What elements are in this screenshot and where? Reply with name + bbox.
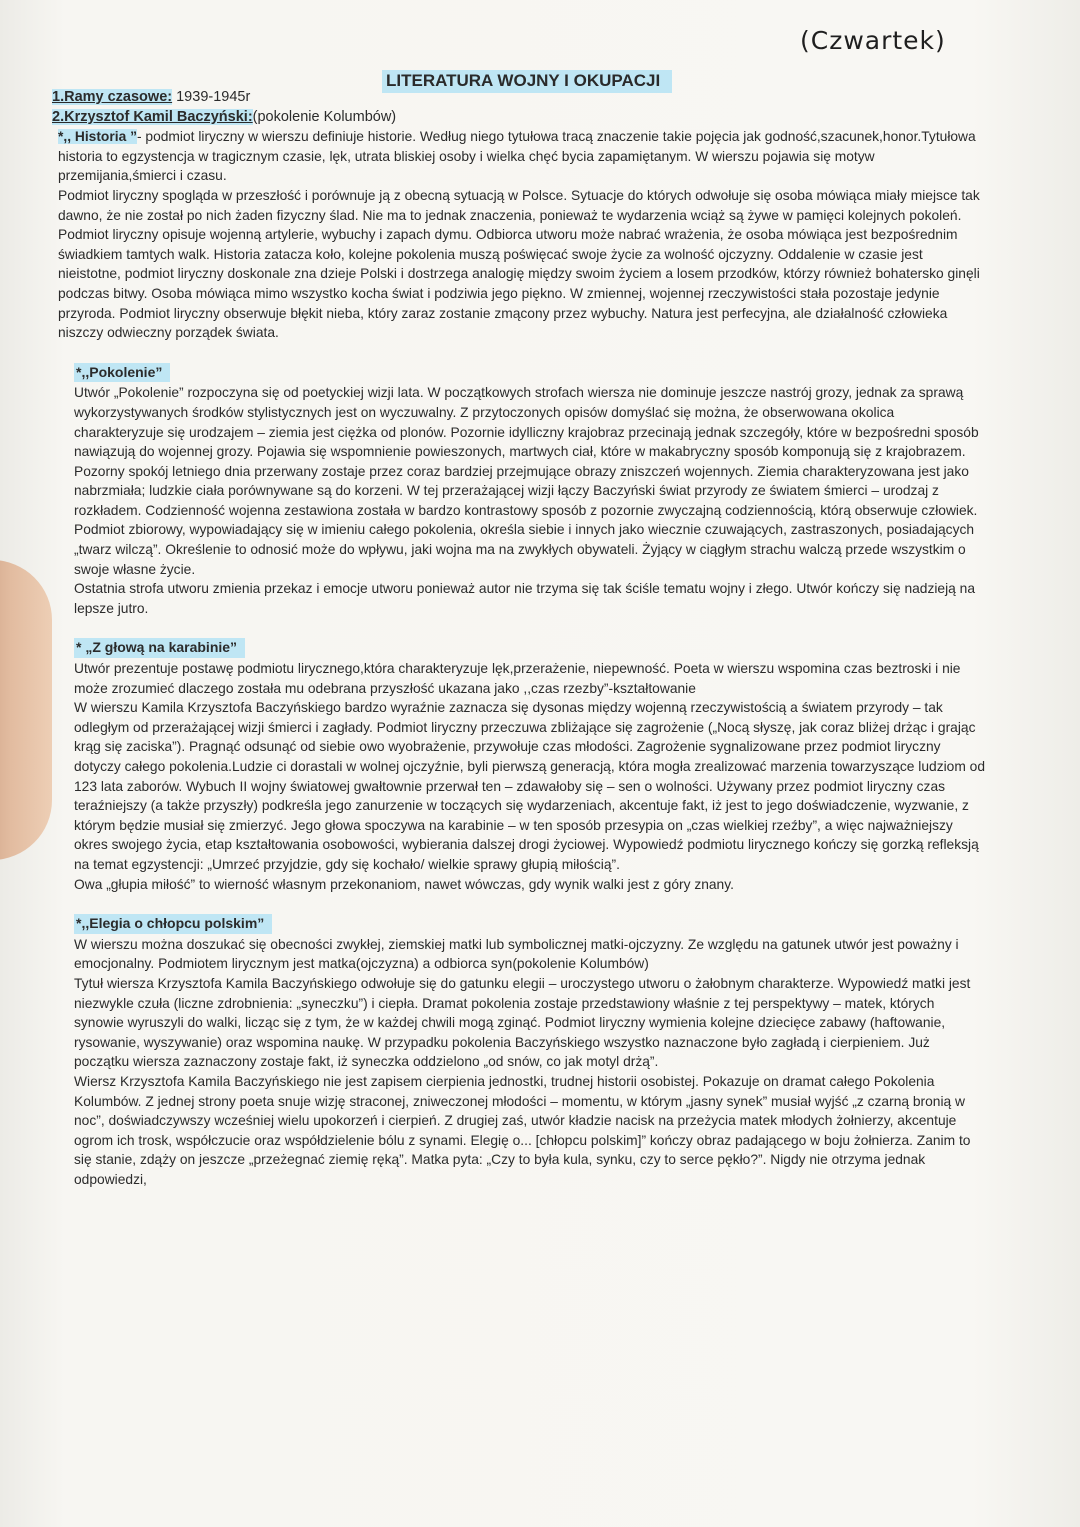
karabin-paragraph-3: Owa „głupia miłość” to wierność własnym przekonaniom, nawet wówczas, gdy wynik walki jest z góry znany. bbox=[74, 876, 734, 892]
historia-title: *,, Historia ” bbox=[58, 129, 137, 145]
handwritten-note: (Czwartek) bbox=[800, 26, 946, 55]
author-value: (pokolenie Kolumbów) bbox=[252, 108, 397, 125]
karabin-title: * „Z głową na karabinie” bbox=[74, 638, 245, 658]
author-line bbox=[52, 108, 987, 128]
section-pokolenie bbox=[52, 363, 987, 619]
finger-shadow bbox=[0, 560, 52, 860]
historia-paragraph-2: Podmiot liryczny spogląda w przeszłość i porównuje ją z obecną sytuacją w Polsce. Sytuacje do których odwołuje się osoba mówiąca miały miejsce tak dawno, że nie został po nich żaden fizyczny ślad. Nie ma to jednak znaczenia, ponieważ te wydarzenia wciąż są żywe w pamięci kolejnych pokoleń. Podmiot liryczny opisuje wojenną artylerie, wybuchy i zapach dymu. Odbiorca utworu może nabrać wrażenia, że osoba mówiąca jest bezpośrednim świadkiem tamtych walk. Historia zatacza koło, kolejne pokolenia muszą poświęcać swoje życie za wolność ojczyzny. Oddalenie w czasie jest nieistotne, podmiot liryczny doskonale zna dzieje Polski i dostrzega analogię między swoim życiem a losem przodków, którzy również bohatersko ginęli podczas bitwy. Osoba mówiąca mimo wszystko kocha świat i podziwia jego piękno. W zmiennej, wojennej rzeczywistości stała pozostaje jedynie przyroda. Podmiot liryczny obserwuje błękit nieba, który zaraz zostanie zmącony przez wybuchy. Natura jest perfecyjna, ale działalność człowieka niszczy odwieczny porządek świata. bbox=[58, 187, 980, 341]
historia-paragraph-1: *,, Historia ”- podmiot liryczny w wierszu definiuje historie. Według niego tytułowa tracą znaczenie takie pojęcia jak godność,szacunek,honor.Tytułowa historia to egzystencja w tragicznym czasie, lęk, utrata bliskiej osoby i wielka chęć bycia zapamiętanym. W wierszu pojawia się motyw przemijania,śmierci i czasu. bbox=[58, 129, 976, 184]
document-title: LITERATURA WOJNY I OKUPACJI bbox=[382, 70, 672, 93]
elegia-paragraph-2: Tytuł wiersza Krzysztofa Kamila Baczyńskiego odwołuje się do gatunku elegii – uroczystego utworu o żałobnym charakterze. Wypowiedź matki jest niezwykle czuła (liczne zdrobnienia: „syneczku”) i ciepła. Dramat pokolenia zostaje przedstawiony właśnie z tej perspektywy – matek, których synowie wyruszyli do walki, licząc się z tym, że w każdej chwili mogą zginąć. Podmiot liryczny wymienia kolejne dziecięce zabawy (haftowanie, rysowanie, wyszywanie) oraz wspomina naukę. W przypadku pokolenia Baczyńskiego wszystko naznaczone było zagładą i cierpieniem. Już początku wiersza zaznaczony zostaje fakt, iż syneczka oddzielono „od snów, co jak motyl drżą”. bbox=[74, 975, 971, 1070]
elegia-paragraph-3: Wiersz Krzysztofa Kamila Baczyńskiego nie jest zapisem cierpienia jednostki, trudnej historii osobistej. Pokazuje on dramat całego Pokolenia Kolumbów. Z jednej strony poeta snuje wizję straconej, zniweczonej młodości – momentu, w którym „jasny synek” musiał wyjść „z czarną bronią w noc”, doświadczywszy wcześniej wielu upokorzeń i cierpień. Z drugiej zaś, utwór kładzie nacisk na przeżycia matek młodych żołnierzy, akcentuje ogrom ich trosk, współczucie oraz współdzielenie bólu z synami. Elegię o... [chłopcu polskim]” kończy obraz padającego w boju żołnierza. Zanim to się stanie, zdąży on jeszcze „przeżegnać ziemię ręką”. Matka pyta: „Czy to była kula, synku, czy to serce pękło?”. Nigdy nie otrzyma jednak odpowiedzi, bbox=[74, 1073, 971, 1187]
time-frame-label: 1.Ramy czasowe: bbox=[52, 89, 173, 105]
section-historia bbox=[52, 127, 987, 343]
section-karabin bbox=[52, 638, 987, 894]
elegia-title: *,,Elegia o chłopcu polskim” bbox=[74, 914, 272, 934]
time-frame-value: 1939-1945r bbox=[172, 89, 251, 105]
pokolenie-paragraph-2: Ostatnia strofa utworu zmienia przekaz i emocje utworu ponieważ autor nie trzyma się tak ściśle tematu wojny i złego. Utwór kończy się nadzieją na lepsze jutro. bbox=[74, 581, 976, 616]
karabin-paragraph-2: W wierszu Kamila Krzysztofa Baczyńskiego bardzo wyraźnie zaznacza się dysonas między wojenną rzeczywistością a światem przyrody – tak odległym od przerażającej wizji śmierci i zagłady. Podmiot liryczny przeczuwa zbliżające się zagrożenie („Nocą słyszę, jak coraz bliżej drżąc i grając krąg się zaciska”). Pragnąć odsunąć od siebie owo wyobrażenie, przywołuje czas młodości. Zagrożenie sygnalizowane przez podmiot liryczny dotyczy całego pokolenia.Ludzie ci dorastali w wolnej ojczyźnie, byli pierwszą generacją, która mogła zrealizować marzenia towarzyszące ludziom od 123 lata zaborów. Wybuch II wojny światowej gwałtownie przerwał ten – zdawałoby się – sen o wolności. Używany przez podmiot liryczny czas teraźniejszy (a także przyszły) podkreśla jego zanurzenie w toczących się wydarzeniach, akcentuje fakt, iż jest to jego doświadczenie, wyzwanie, z którym będzie musiał się zmierzyć. Jego głowa spoczywa na karabinie – w ten sposób przesypia on „czas wielkiej rzeźby”, a więc najważniejszy okres swojego życia, etap kształtowania osobowości, wybierania dalszej drogi życiowej. Wypowiedź podmiotu lirycznego kończy się gorzką refleksją na temat egzystencji: „Umrzeć przyjdzie, gdy się kochało/ wielkie sprawy głupią miłością”. bbox=[74, 700, 986, 872]
time-frame-line bbox=[52, 88, 987, 108]
elegia-paragraph-1: W wierszu można doszukać się obecności zwykłej, ziemskiej matki lub symbolicznej matki-ojczyzny. Ze względu na gatunek utwór jest poważny i emocjonalny. Podmiotem lirycznym jest matka(ojczyzna) a odbiorca syn(pokolenie Kolumbów) bbox=[74, 936, 959, 972]
pokolenie-paragraph-1: Utwór „Pokolenie” rozpoczyna się od poetyckiej wizji lata. W początkowych strofach wiersza nie dominuje jeszcze nastrój grozy, jednak za sprawą wykorzystywanych środków stylistycznych jest on wyczuwalny. Z przytoczonych opisów domyślać się można, że obserwowana okolica charakteryzuje się urodzajem – ziemia jest ciężka od plonów. Pozornie idylliczny krajobraz przecinają jednak szczegóły, które w bezpośredni sposób nawiązują do wojennej grozy. Pojawia się wspomnienie powieszonych, martwych ciał, które w makabryczny sposób komponują się z krajobrazem. Pozorny spokój letniego dnia przerwany zostaje przez coraz bardziej przejmujące obrazy zniszczeń wojennych. Ziemia charakteryzowana jest jako nabrzmiała; ludzkie ciała porównywane są do korzeni. W tej przerażającej wizji łączy Baczyński świat przyrody ze światem śmierci – urodzaj z rozkładem. Codzienność wojenna zestawiona została w bardzo kontrastowy sposób z pozornie zwyczajną codziennością, którą obserwuje człowiek. Podmiot zbiorowy, wypowiadający się w imieniu całego pokolenia, określa siebie i innych jako wiecznie czuwających, zastraszonych, posiadających „twarz wilczą”. Określenie to odnosić może do wpływu, jaki wojna ma na zwykłych obywateli. Żyjący w ciągłym strachu walczą przede wszystkim o swoje własne życie. bbox=[74, 385, 979, 577]
author-label: 2.Krzysztof Kamil Baczyński: bbox=[52, 108, 253, 125]
section-elegia bbox=[52, 914, 987, 1189]
karabin-paragraph-1: Utwór prezentuje postawę podmiotu lirycznego,która charakteryzuje lęk,przerażenie, niepewność. Poeta w wierszu wspomina czas beztroski i nie może zrozumieć dlaczego została mu odebrana przyszłość ukazana jako ,,czas rzezby”-kształtowanie bbox=[74, 661, 961, 696]
pokolenie-title: *,,Pokolenie” bbox=[74, 363, 170, 383]
document-body bbox=[52, 88, 987, 1189]
